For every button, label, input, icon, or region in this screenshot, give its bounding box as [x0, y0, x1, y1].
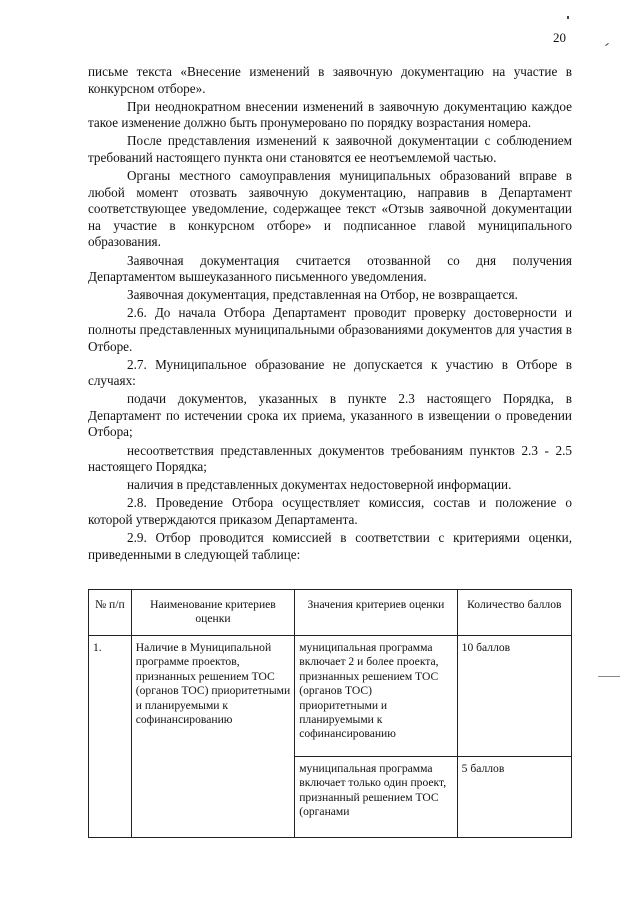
scan-mark — [605, 43, 609, 46]
row-criterion: Наличие в Муниципальной программе проектов, признанных решением ТОС (органов ТОС) приоритетными и планируемыми к софинансированию — [131, 636, 294, 838]
header-criterion: Наименование критериев оценки — [131, 590, 294, 636]
paragraph: Органы местного самоуправления муниципальных образований вправе в любой момент отозвать заявочную документацию, направив в Департамент соответствующее уведомление, содержащее текст «Отзыв заявочной документации на участие в конкурсном отборе» и подписанное главой муниципального образования. — [88, 168, 572, 250]
scan-mark — [598, 676, 620, 677]
paragraph: письме текста «Внесение изменений в заявочную документацию на участие в конкурсном отборе». — [88, 64, 572, 96]
paragraph: несоответствия представленных документов требованиям пунктов 2.3 - 2.5 настоящего Порядка; — [88, 442, 572, 475]
paragraph: подачи документов, указанных в пункте 2.3 настоящего Порядка, в Департамент по истечении срока их приема, указанного в извещении о проведении Отбора; — [88, 391, 572, 440]
paragraph: Заявочная документация считается отозванной со дня получения Департаментом вышеуказанного письменного уведомления. — [88, 252, 572, 285]
header-points: Количество баллов — [457, 590, 571, 636]
header-value: Значения критериев оценки — [295, 590, 457, 636]
row-value: муниципальная программа включает 2 и более проекта, признанных решением ТОС (органов ТОС) приоритетными и планируемыми к софинансированию — [295, 636, 457, 757]
table-header-row — [89, 590, 572, 636]
scan-mark — [567, 16, 569, 19]
paragraph: 2.9. Отбор проводится комиссией в соответствии с критериями оценки, приведенными в следующей таблице: — [88, 530, 572, 562]
page-number: 20 — [553, 30, 566, 45]
paragraph: При неоднократном внесении изменений в заявочную документацию каждое такое изменение должно быть пронумеровано по порядку возрастания номера. — [88, 98, 572, 131]
header-number: № п/п — [89, 590, 132, 636]
paragraph: После представления изменений к заявочной документации с соблюдением требований настоящего пункта они становятся ее неотъемлемой частью. — [88, 133, 572, 165]
row-points: 10 баллов — [457, 636, 571, 757]
table-row — [89, 636, 572, 757]
row-points: 5 баллов — [457, 757, 571, 838]
document-body — [88, 64, 572, 565]
paragraph: Заявочная документация, представленная на Отбор, не возвращается. — [127, 287, 518, 303]
paragraph: наличия в представленных документах недостоверной информации. — [127, 477, 512, 493]
paragraph: 2.7. Муниципальное образование не допускается к участию в Отборе в случаях: — [88, 356, 572, 389]
row-number: 1. — [89, 636, 132, 838]
row-value: муниципальная программа включает только один проект, признанный решением ТОС (органами — [295, 757, 457, 838]
paragraph: 2.6. До начала Отбора Департамент проводит проверку достоверности и полноты представленных муниципальными образованиями документов для участия в Отборе. — [88, 305, 572, 354]
paragraph: 2.8. Проведение Отбора осуществляет комиссия, состав и положение о которой утверждаются приказом Департамента. — [88, 495, 572, 527]
criteria-table — [88, 589, 572, 838]
